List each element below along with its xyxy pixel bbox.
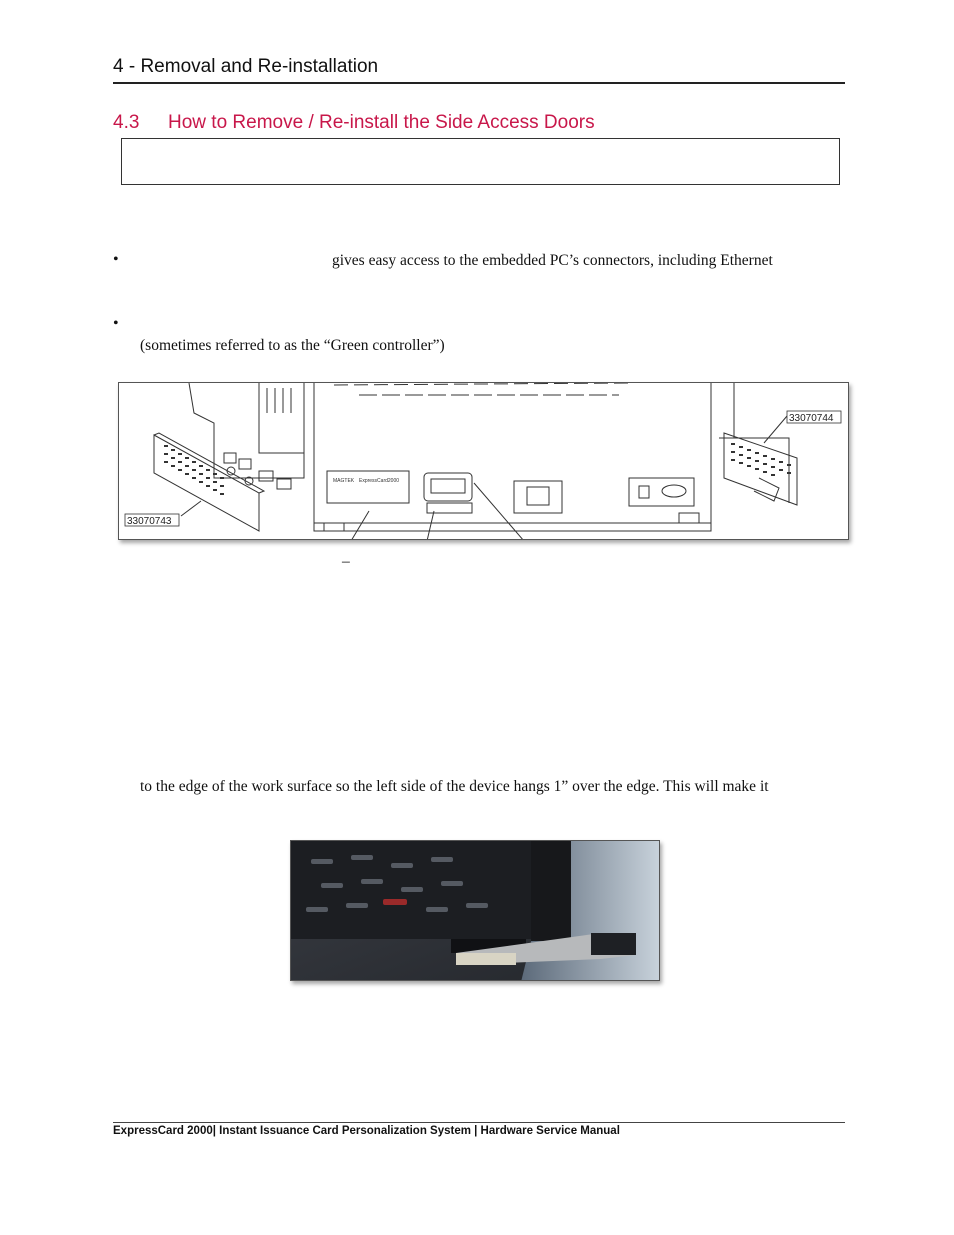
- device-diagram-figure: [118, 382, 849, 540]
- device-edge-photo: [290, 840, 660, 981]
- device-edge-photo-drawing: [291, 841, 660, 981]
- part-label-right: 33070744: [789, 413, 834, 424]
- plate-brand: MAGTEK: [333, 478, 355, 484]
- bullet-1-text: gives easy access to the embedded PC’s connectors, including Ethernet: [332, 252, 773, 269]
- plate-model: ExpressCard2000: [359, 478, 400, 484]
- part-label-left: 33070743: [127, 516, 172, 527]
- header-rule: [113, 82, 845, 84]
- bullet-2-marker: •: [113, 315, 119, 332]
- vent-holes-right: [731, 443, 791, 476]
- caption-dash: –: [342, 553, 350, 570]
- footer-rule: [113, 1122, 845, 1123]
- section-number: 4.3: [113, 112, 140, 133]
- section-title: How to Remove / Re-install the Side Access Doors: [168, 112, 595, 133]
- footer-text: ExpressCard 2000| Instant Issuance Card Personalization System | Hardware Service Manual: [113, 1125, 620, 1137]
- device-diagram: [119, 383, 849, 540]
- instruction-text: to the edge of the work surface so the left side of the device hangs 1” over the edge. This will make it: [140, 778, 769, 795]
- bullet-2-text: (sometimes referred to as the “Green controller”): [140, 337, 445, 354]
- bullet-1-marker: •: [113, 251, 119, 268]
- note-box: [121, 138, 840, 185]
- chapter-heading: 4 - Removal and Re-installation: [113, 56, 379, 77]
